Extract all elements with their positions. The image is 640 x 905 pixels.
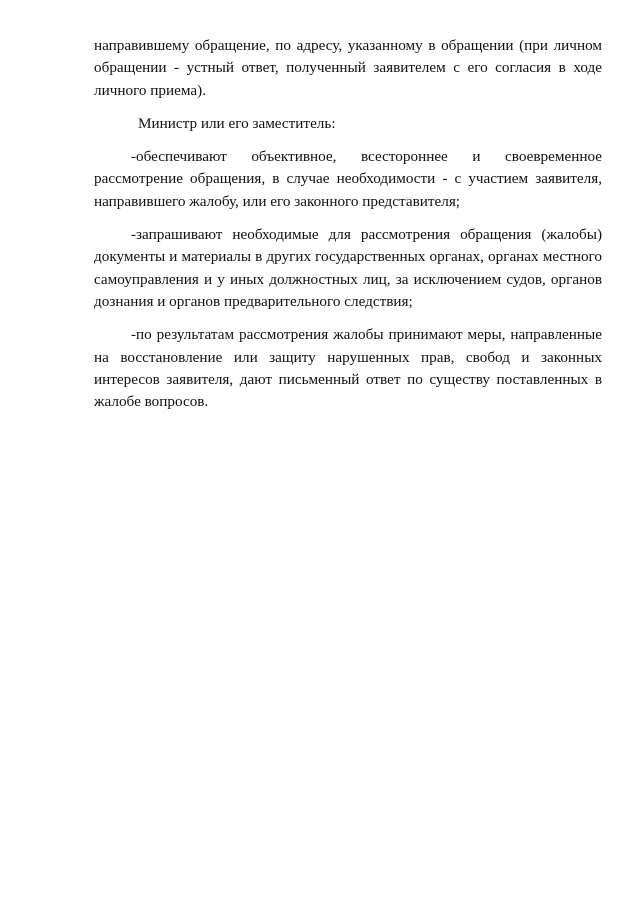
paragraph-continuation: направившему обращение, по адресу, указанному в обращении (при личном обращении - устный ответ, полученный заявителем с его согласия в ходе личного приема). xyxy=(94,37,602,99)
document-page xyxy=(94,35,602,413)
paragraph-request-documents: -запрашивают необходимые для рассмотрения обращения (жалобы) документы и материалы в других государственных органах, органах местного самоуправления и у иных должностных лиц, за исключением судов, органов дознания и органов предварительного следствия; xyxy=(94,226,602,310)
paragraph-minister-intro: Министр или его заместитель: xyxy=(138,114,336,132)
paragraph-take-measures: -по результатам рассмотрения жалобы принимают меры, направленные на восстановление или защиту нарушенных прав, свобод и законных интересов заявителя, дают письменный ответ по существу поставленных в жалобе вопросов. xyxy=(94,326,602,411)
paragraph-ensure-review: -обеспечивают объективное, всестороннее и своевременное рассмотрение обращения, в случае необходимости - с участием заявителя, направившего жалобу, или его законного представителя; xyxy=(94,148,602,210)
